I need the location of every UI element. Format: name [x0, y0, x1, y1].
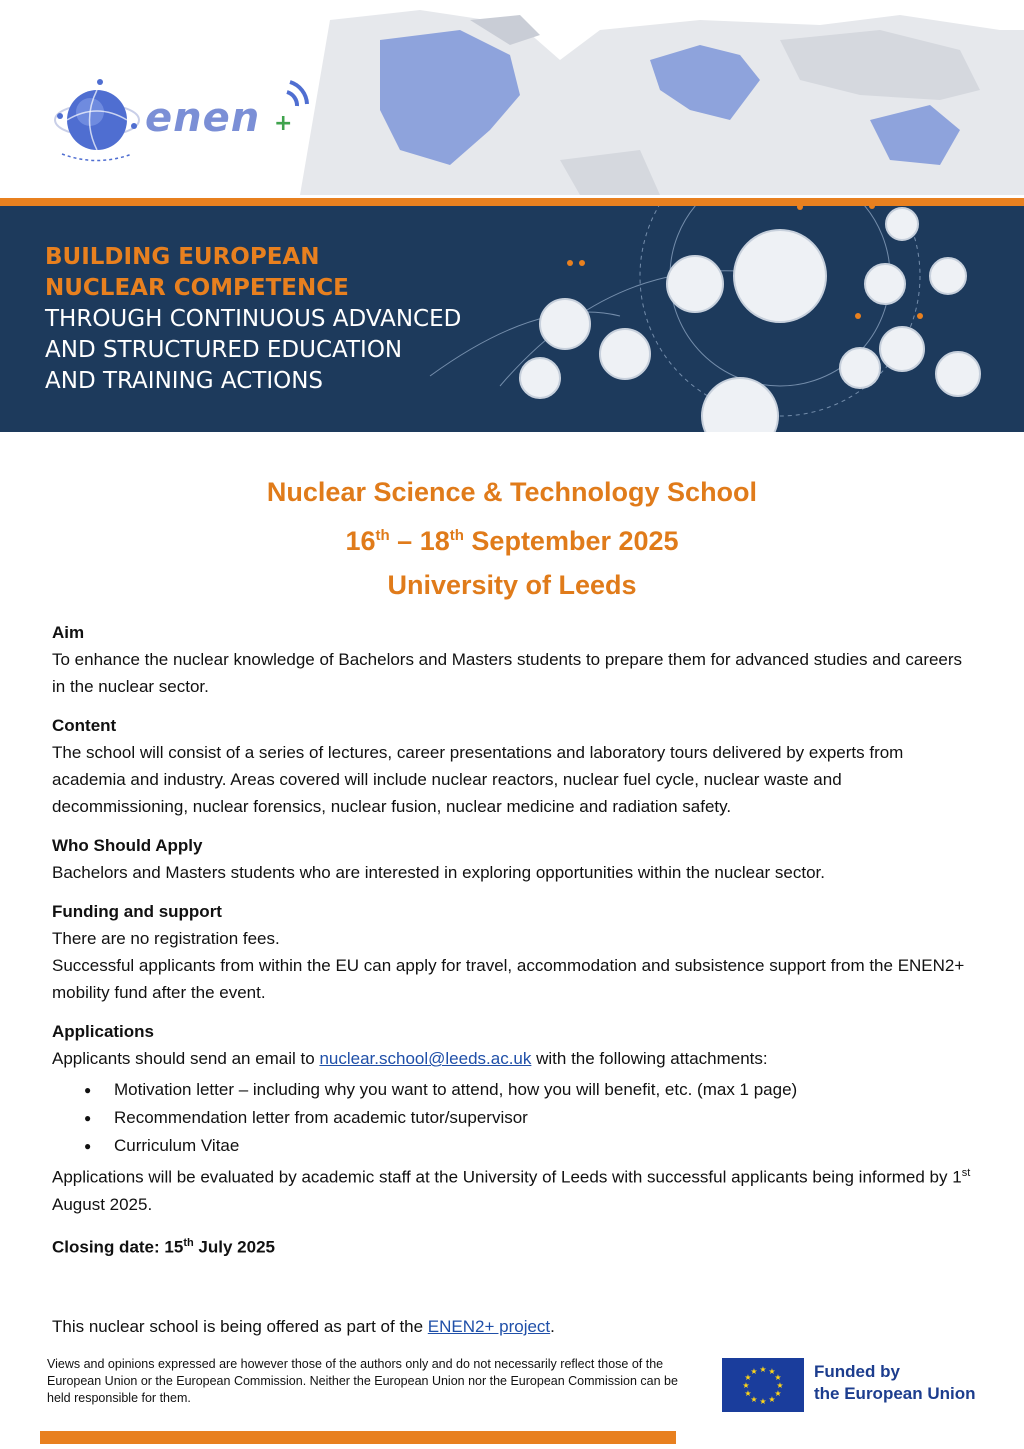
- banner-line: BUILDING EUROPEAN: [45, 244, 320, 270]
- section-funding: [52, 898, 972, 1006]
- banner-line: THROUGH CONTINUOUS ADVANCED: [45, 306, 462, 332]
- section-title: Aim: [52, 623, 85, 642]
- logo-wordmark: enen: [145, 95, 261, 141]
- offered-text: .: [550, 1317, 555, 1336]
- section-text: The school will consist of a series of lectures, career presentations and laboratory tours delivered by experts from academia and industry. Areas covered will include nuclear reactors, nuclear fuel cycle, nuclear waste and decommissioning, nuclear forensics, nuclear fusion, nuclear medicine and radiation safety.: [52, 743, 904, 816]
- section-applications: [52, 1018, 972, 1218]
- svg-text:★: ★: [750, 1367, 758, 1376]
- svg-text:★: ★: [759, 1397, 767, 1406]
- email-link[interactable]: nuclear.school@leeds.ac.uk: [319, 1049, 532, 1068]
- svg-text:★: ★: [776, 1381, 784, 1390]
- eu-flag-icon: [722, 1358, 804, 1412]
- page-title: Nuclear Science & Technology School: [266, 477, 758, 507]
- section-text: Bachelors and Masters students who are interested in exploring opportunities within the nuclear sector.: [52, 863, 825, 882]
- list-item: ● Recommendation letter from academic tutor/supervisor: [114, 1104, 972, 1132]
- bottom-accent-bar: [40, 1431, 676, 1444]
- svg-text:★: ★: [759, 1365, 767, 1374]
- date-end-suffix: th: [449, 527, 464, 544]
- banner-accent-strip: [0, 198, 1024, 206]
- offered-text: This nuclear school is being offered as part of the: [52, 1317, 428, 1336]
- closing-pre: Closing date: 15: [52, 1237, 184, 1257]
- eval-text: Applications will be evaluated by academic staff at the University of Leeds with successful applicants being informed by 1: [52, 1167, 962, 1187]
- closing-date: [52, 1230, 972, 1261]
- svg-text:★: ★: [750, 1395, 758, 1404]
- date-separator: –: [389, 526, 420, 556]
- date-start-suffix: th: [375, 527, 390, 544]
- list-item: ● Curriculum Vitae: [114, 1132, 972, 1160]
- svg-text:★: ★: [768, 1395, 776, 1404]
- date-end: 18: [419, 526, 450, 556]
- event-venue: University of Leeds: [387, 570, 637, 600]
- eu-line: the European Union: [814, 1384, 976, 1403]
- headline: [0, 470, 1024, 607]
- closing-post: July 2025: [193, 1237, 275, 1257]
- svg-text:+: +: [274, 111, 293, 136]
- intro-text: with the following attachments:: [531, 1049, 768, 1068]
- section-text: To enhance the nuclear knowledge of Bachelors and Masters students to prepare them for advanced studies and careers in the nuclear sector.: [52, 650, 963, 696]
- project-link[interactable]: ENEN2+ project: [427, 1317, 551, 1336]
- closing-date-text: [52, 1230, 972, 1261]
- svg-text:★: ★: [744, 1373, 752, 1382]
- svg-text:★: ★: [744, 1389, 752, 1398]
- section-content: [52, 712, 972, 820]
- svg-text:★: ★: [768, 1367, 776, 1376]
- eu-line: Funded by: [814, 1362, 900, 1381]
- attachments-list: [52, 1076, 972, 1160]
- eu-funding-text: [814, 1361, 976, 1405]
- svg-text:★: ★: [774, 1389, 782, 1398]
- section-aim: [52, 619, 972, 700]
- eval-suffix: st: [961, 1167, 971, 1179]
- banner-line: AND TRAINING ACTIONS: [45, 368, 324, 394]
- banner-line: AND STRUCTURED EDUCATION: [45, 337, 403, 363]
- event-dates: [0, 514, 1024, 563]
- banner: [0, 206, 1024, 432]
- applications-intro: [52, 1045, 972, 1072]
- evaluation-text: [52, 1160, 972, 1218]
- banner-line: NUCLEAR COMPETENCE: [45, 275, 349, 301]
- eval-text: August 2025.: [52, 1194, 153, 1214]
- section-title: Who Should Apply: [52, 836, 203, 855]
- eu-funding-badge: [722, 1358, 1012, 1412]
- gears-illustration: [420, 206, 1024, 432]
- disclaimer: Views and opinions expressed are however those of the authors only and do not necessarily reflect those of the European Union or the European Commission. Neither the European Union nor the European Commission can be held responsible for them.: [47, 1357, 678, 1405]
- date-start: 16: [345, 526, 376, 556]
- list-item: ● Motivation letter – including why you want to attend, how you will benefit, etc. (max 1 page): [114, 1076, 972, 1104]
- svg-text:★: ★: [774, 1373, 782, 1382]
- section-title: Applications: [52, 1022, 155, 1041]
- section-title: Funding and support: [52, 902, 222, 921]
- intro-text: Applicants should send an email to: [52, 1049, 320, 1068]
- closing-suffix: th: [183, 1236, 194, 1249]
- svg-text:★: ★: [742, 1381, 750, 1390]
- section-text: There are no registration fees.: [52, 929, 280, 948]
- body-content: [52, 619, 972, 1272]
- section-title: Content: [52, 716, 117, 735]
- section-text: Successful applicants from within the EU can apply for travel, accommodation and subsistence support from the ENEN2+ mobility fund after the event.: [52, 956, 965, 1002]
- section-who-should-apply: [52, 832, 972, 886]
- date-month-year: September 2025: [463, 526, 679, 556]
- banner-text: [45, 242, 461, 397]
- offered-note: [52, 1317, 555, 1337]
